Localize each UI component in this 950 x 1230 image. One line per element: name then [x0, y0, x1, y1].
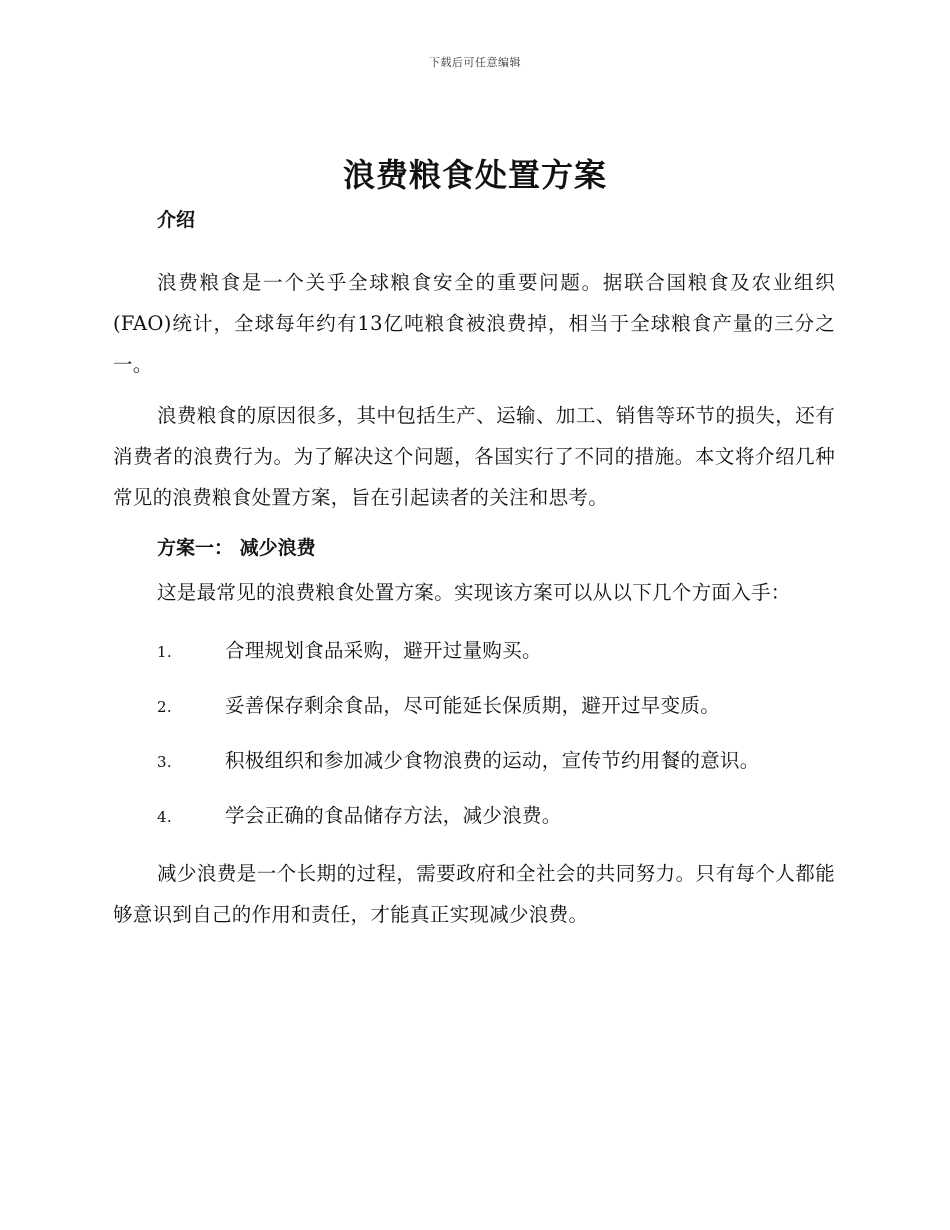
list-number: 3. — [157, 753, 172, 771]
paragraph: 这是最常见的浪费粮食处置方案。实现该方案可以从以下几个方面入手： — [157, 581, 791, 604]
list-item — [113, 623, 835, 678]
paragraph: 浪费粮食的原因很多，其中包括生产、运输、加工、销售等环节的损失，还有消费者的浪费行为。为了解决这个问题，各国实行了不同的措施。本文将介绍几种常见的浪费粮食处置方案，旨在引起读者的关注和思考。 — [113, 404, 835, 509]
list-number: 4. — [157, 808, 172, 826]
document-body — [113, 200, 835, 935]
paragraph: 减少浪费是一个长期的过程，需要政府和全社会的共同努力。只有每个人都能够意识到自己的作用和责任，才能真正实现减少浪费。 — [113, 862, 835, 926]
list-item — [113, 678, 835, 733]
list-item — [113, 733, 835, 788]
list-text: 合理规划食品采购，避开过量购买。 — [225, 639, 542, 662]
list-text: 学会正确的食品储存方法，减少浪费。 — [225, 804, 562, 827]
list-text: 积极组织和参加减少食物浪费的运动，宣传节约用餐的意识。 — [225, 749, 760, 772]
paragraph: 浪费粮食是一个关乎全球粮食安全的重要问题。据联合国粮食及农业组织(FAO)统计，全球每年约有13亿吨粮食被浪费掉，相当于全球粮食产量的三分之一。 — [113, 271, 835, 376]
header-note: 下载后可任意编辑 — [429, 56, 521, 69]
list-number: 2. — [157, 698, 172, 716]
measures-list — [113, 623, 835, 843]
list-text: 妥善保存剩余食品，尽可能延长保质期，避开过早变质。 — [225, 694, 721, 717]
list-number: 1. — [157, 643, 172, 661]
list-item — [113, 788, 835, 843]
section-heading-plan-one: 方案一： 减少浪费 — [157, 537, 316, 559]
section-heading-intro: 介绍 — [157, 209, 196, 231]
document-title: 浪费粮食处置方案 — [342, 156, 607, 194]
